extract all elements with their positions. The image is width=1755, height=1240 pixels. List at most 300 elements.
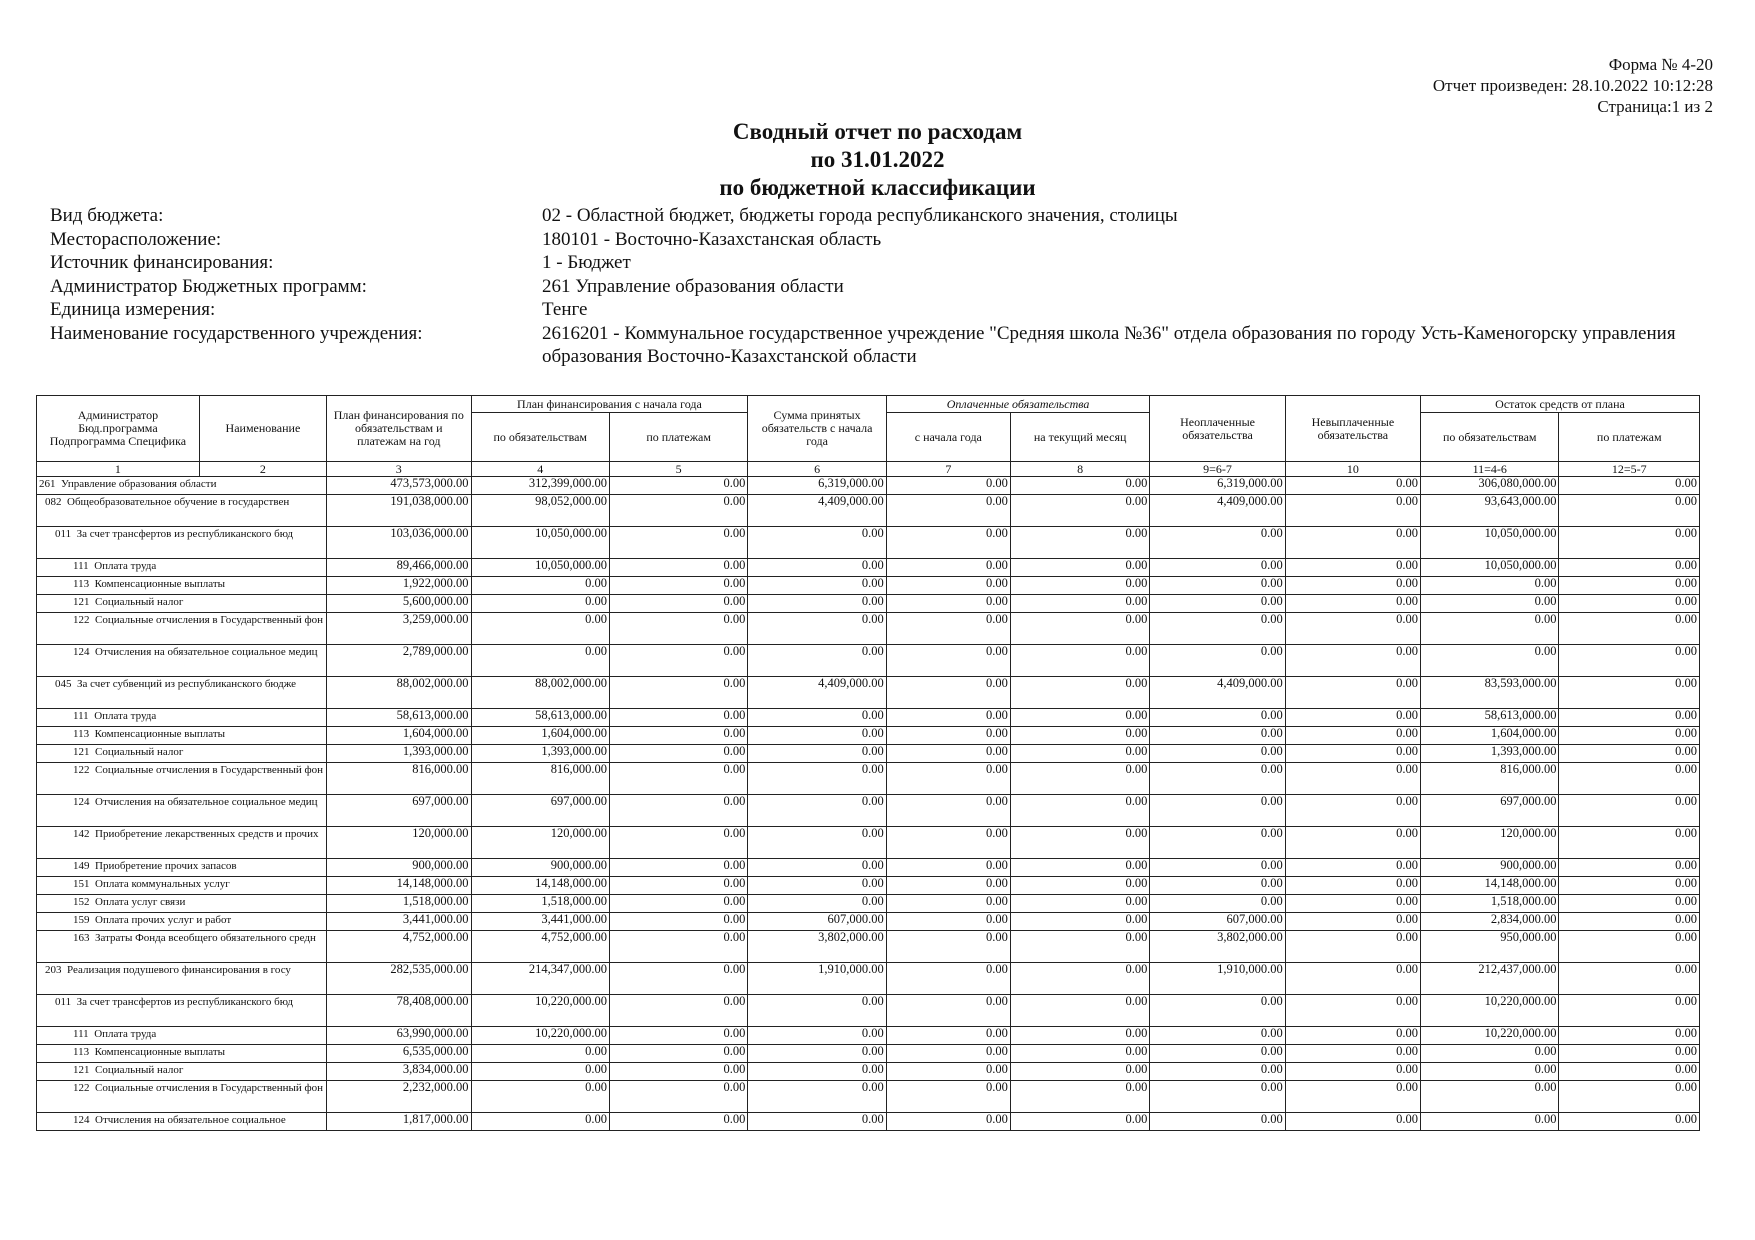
value-cell: 1,922,000.00 bbox=[327, 577, 472, 595]
expense-table bbox=[36, 395, 1700, 1131]
value-cell: 212,437,000.00 bbox=[1421, 963, 1559, 995]
info-label: Месторасположение: bbox=[50, 228, 222, 250]
table-row bbox=[37, 645, 1700, 677]
report-title bbox=[0, 118, 1755, 202]
value-cell: 0.00 bbox=[1010, 1081, 1149, 1113]
value-cell: 0.00 bbox=[609, 727, 747, 745]
value-cell: 120,000.00 bbox=[1421, 827, 1559, 859]
info-row bbox=[50, 251, 1692, 275]
value-cell: 1,604,000.00 bbox=[327, 727, 472, 745]
value-cell: 0.00 bbox=[609, 613, 747, 645]
row-name-cell bbox=[37, 913, 327, 931]
info-value: 180101 - Восточно-Казахстанская область bbox=[542, 228, 882, 250]
value-cell: 0.00 bbox=[1421, 1045, 1559, 1063]
value-cell: 0.00 bbox=[1559, 1113, 1700, 1131]
value-cell: 0.00 bbox=[748, 745, 886, 763]
value-cell: 900,000.00 bbox=[327, 859, 472, 877]
value-cell: 58,613,000.00 bbox=[327, 709, 472, 727]
info-label: Администратор Бюджетных программ: bbox=[50, 275, 367, 297]
value-cell: 0.00 bbox=[1285, 795, 1420, 827]
value-cell: 0.00 bbox=[886, 559, 1010, 577]
value-cell: 0.00 bbox=[748, 727, 886, 745]
row-name-cell bbox=[37, 595, 327, 613]
value-cell: 4,409,000.00 bbox=[748, 677, 886, 709]
value-cell: 83,593,000.00 bbox=[1421, 677, 1559, 709]
value-cell: 0.00 bbox=[748, 709, 886, 727]
row-code: 082 bbox=[45, 496, 62, 508]
row-name: Приобретение лекарственных средств и прочих bbox=[95, 828, 319, 840]
value-cell: 0.00 bbox=[1150, 1045, 1285, 1063]
row-name-cell bbox=[37, 559, 327, 577]
row-name-cell bbox=[37, 1081, 327, 1113]
value-cell: 0.00 bbox=[1559, 1027, 1700, 1045]
value-cell: 0.00 bbox=[1150, 727, 1285, 745]
value-cell: 312,399,000.00 bbox=[471, 477, 609, 495]
value-cell: 0.00 bbox=[748, 1081, 886, 1113]
col-number: 3 bbox=[327, 462, 472, 477]
table-row bbox=[37, 913, 1700, 931]
value-cell: 0.00 bbox=[748, 995, 886, 1027]
row-name: За счет трансфертов из республиканского бюд bbox=[76, 996, 293, 1008]
value-cell: 0.00 bbox=[1421, 645, 1559, 677]
row-code: 203 bbox=[45, 964, 62, 976]
value-cell: 10,220,000.00 bbox=[471, 995, 609, 1027]
title-line-2: по 31.01.2022 bbox=[810, 147, 945, 172]
row-code: 121 bbox=[73, 746, 90, 758]
row-name: Оплата труда bbox=[94, 710, 157, 722]
value-cell: 10,050,000.00 bbox=[1421, 559, 1559, 577]
row-name: Социальные отчисления в Государственный фон bbox=[95, 764, 324, 776]
value-cell: 0.00 bbox=[609, 595, 747, 613]
value-cell: 0.00 bbox=[1559, 877, 1700, 895]
row-code: 113 bbox=[73, 578, 90, 590]
value-cell: 0.00 bbox=[748, 527, 886, 559]
value-cell: 0.00 bbox=[1285, 1081, 1420, 1113]
value-cell: 0.00 bbox=[609, 859, 747, 877]
value-cell: 1,910,000.00 bbox=[1150, 963, 1285, 995]
row-code: 163 bbox=[73, 932, 90, 944]
table-row bbox=[37, 577, 1700, 595]
value-cell: 10,050,000.00 bbox=[471, 559, 609, 577]
info-row bbox=[50, 298, 1692, 322]
value-cell: 0.00 bbox=[1559, 795, 1700, 827]
row-name-cell bbox=[37, 763, 327, 795]
value-cell: 0.00 bbox=[609, 745, 747, 763]
value-cell: 0.00 bbox=[1150, 1063, 1285, 1081]
value-cell: 3,802,000.00 bbox=[748, 931, 886, 963]
title-line-1: Сводный отчет по расходам bbox=[732, 119, 1023, 144]
value-cell: 0.00 bbox=[1559, 963, 1700, 995]
value-cell: 0.00 bbox=[1010, 645, 1149, 677]
row-code: 111 bbox=[73, 560, 89, 572]
value-cell: 0.00 bbox=[609, 677, 747, 709]
value-cell: 1,393,000.00 bbox=[471, 745, 609, 763]
table-row bbox=[37, 877, 1700, 895]
value-cell: 0.00 bbox=[748, 645, 886, 677]
value-cell: 0.00 bbox=[1559, 495, 1700, 527]
row-name: Компенсационные выплаты bbox=[94, 728, 226, 740]
value-cell: 0.00 bbox=[1150, 859, 1285, 877]
value-cell: 0.00 bbox=[748, 577, 886, 595]
row-name-cell bbox=[37, 477, 327, 495]
row-code: 111 bbox=[73, 1028, 89, 1040]
value-cell: 0.00 bbox=[1285, 595, 1420, 613]
row-code: 159 bbox=[73, 914, 90, 926]
value-cell: 0.00 bbox=[886, 1045, 1010, 1063]
value-cell: 0.00 bbox=[471, 645, 609, 677]
value-cell: 10,050,000.00 bbox=[1421, 527, 1559, 559]
value-cell: 88,002,000.00 bbox=[327, 677, 472, 709]
header-admin: Администратор Бюд.программа Подпрограмма Специфика bbox=[37, 396, 200, 462]
value-cell: 0.00 bbox=[1010, 795, 1149, 827]
row-code: 122 bbox=[73, 1082, 90, 1094]
value-cell: 3,259,000.00 bbox=[327, 613, 472, 645]
header-by-payments: по платежам bbox=[609, 413, 747, 462]
header-by-obligations: по обязательствам bbox=[471, 413, 609, 462]
value-cell: 0.00 bbox=[609, 931, 747, 963]
row-name-cell bbox=[37, 727, 327, 745]
value-cell: 0.00 bbox=[748, 795, 886, 827]
table-row bbox=[37, 709, 1700, 727]
row-code: 122 bbox=[73, 614, 90, 626]
info-value: 1 - Бюджет bbox=[542, 252, 631, 273]
row-code: 124 bbox=[73, 796, 90, 808]
row-code: 011 bbox=[55, 528, 72, 540]
value-cell: 0.00 bbox=[609, 763, 747, 795]
value-cell: 607,000.00 bbox=[748, 913, 886, 931]
value-cell: 697,000.00 bbox=[1421, 795, 1559, 827]
value-cell: 0.00 bbox=[886, 795, 1010, 827]
value-cell: 816,000.00 bbox=[1421, 763, 1559, 795]
value-cell: 0.00 bbox=[886, 709, 1010, 727]
value-cell: 0.00 bbox=[748, 559, 886, 577]
value-cell: 0.00 bbox=[1010, 913, 1149, 931]
info-label: Единица измерения: bbox=[50, 299, 216, 320]
value-cell: 0.00 bbox=[886, 963, 1010, 995]
table-row bbox=[37, 495, 1700, 527]
row-name-cell bbox=[37, 745, 327, 763]
table-header bbox=[37, 396, 1700, 477]
value-cell: 0.00 bbox=[1285, 1113, 1420, 1131]
value-cell: 10,220,000.00 bbox=[1421, 1027, 1559, 1045]
produced-timestamp: Отчет произведен: 28.10.2022 10:12:28 bbox=[1432, 76, 1713, 95]
value-cell: 6,535,000.00 bbox=[327, 1045, 472, 1063]
value-cell: 10,220,000.00 bbox=[1421, 995, 1559, 1027]
header-remain-pay: по платежам bbox=[1559, 413, 1700, 462]
value-cell: 0.00 bbox=[748, 859, 886, 877]
row-name-cell bbox=[37, 495, 327, 527]
value-cell: 0.00 bbox=[1285, 559, 1420, 577]
value-cell: 2,834,000.00 bbox=[1421, 913, 1559, 931]
value-cell: 10,050,000.00 bbox=[471, 527, 609, 559]
value-cell: 0.00 bbox=[886, 745, 1010, 763]
value-cell: 0.00 bbox=[886, 877, 1010, 895]
value-cell: 0.00 bbox=[1150, 995, 1285, 1027]
table-body bbox=[37, 477, 1700, 1131]
value-cell: 120,000.00 bbox=[327, 827, 472, 859]
info-label: Наименование государственного учреждения: bbox=[50, 322, 423, 344]
row-name-cell bbox=[37, 963, 327, 995]
value-cell: 0.00 bbox=[1010, 577, 1149, 595]
value-cell: 816,000.00 bbox=[327, 763, 472, 795]
value-cell: 0.00 bbox=[1421, 1081, 1559, 1113]
col-number: 5 bbox=[609, 462, 747, 477]
table-row bbox=[37, 995, 1700, 1027]
value-cell: 78,408,000.00 bbox=[327, 995, 472, 1027]
value-cell: 900,000.00 bbox=[1421, 859, 1559, 877]
row-name-cell bbox=[37, 527, 327, 559]
value-cell: 0.00 bbox=[1559, 1081, 1700, 1113]
row-name: За счет субвенций из республиканского бюдже bbox=[77, 678, 297, 690]
row-code: 045 bbox=[55, 678, 72, 690]
value-cell: 0.00 bbox=[1559, 645, 1700, 677]
row-code: 121 bbox=[73, 1064, 90, 1076]
header-remain-obl: по обязательствам bbox=[1421, 413, 1559, 462]
value-cell: 4,752,000.00 bbox=[471, 931, 609, 963]
table-row bbox=[37, 595, 1700, 613]
row-code: 124 bbox=[73, 1114, 90, 1126]
row-name-cell bbox=[37, 1063, 327, 1081]
header-name: Наименование bbox=[199, 396, 326, 462]
value-cell: 0.00 bbox=[1285, 859, 1420, 877]
value-cell: 0.00 bbox=[886, 595, 1010, 613]
value-cell: 0.00 bbox=[1010, 877, 1149, 895]
row-code: 122 bbox=[73, 764, 90, 776]
value-cell: 1,910,000.00 bbox=[748, 963, 886, 995]
value-cell: 0.00 bbox=[886, 913, 1010, 931]
value-cell: 0.00 bbox=[1285, 477, 1420, 495]
value-cell: 0.00 bbox=[1285, 931, 1420, 963]
value-cell: 0.00 bbox=[748, 595, 886, 613]
table-row bbox=[37, 677, 1700, 709]
value-cell: 697,000.00 bbox=[471, 795, 609, 827]
table-row bbox=[37, 613, 1700, 645]
row-code: 124 bbox=[73, 646, 90, 658]
value-cell: 1,518,000.00 bbox=[1421, 895, 1559, 913]
value-cell: 0.00 bbox=[1010, 745, 1149, 763]
value-cell: 0.00 bbox=[1285, 745, 1420, 763]
row-name: Социальный налог bbox=[95, 596, 184, 608]
row-name-cell bbox=[37, 827, 327, 859]
value-cell: 0.00 bbox=[1285, 727, 1420, 745]
value-cell: 88,002,000.00 bbox=[471, 677, 609, 709]
col-number: 12=5-7 bbox=[1559, 462, 1700, 477]
value-cell: 0.00 bbox=[1559, 727, 1700, 745]
value-cell: 0.00 bbox=[886, 995, 1010, 1027]
value-cell: 0.00 bbox=[1421, 577, 1559, 595]
value-cell: 0.00 bbox=[1010, 709, 1149, 727]
row-code: 111 bbox=[73, 710, 89, 722]
value-cell: 0.00 bbox=[1285, 877, 1420, 895]
value-cell: 58,613,000.00 bbox=[471, 709, 609, 727]
header-plan-fin-group: План финансирования с начала года bbox=[471, 396, 748, 413]
value-cell: 0.00 bbox=[1559, 1045, 1700, 1063]
value-cell: 0.00 bbox=[609, 495, 747, 527]
header-current-month: на текущий месяц bbox=[1010, 413, 1149, 462]
value-cell: 0.00 bbox=[471, 595, 609, 613]
value-cell: 1,393,000.00 bbox=[1421, 745, 1559, 763]
row-code: 121 bbox=[73, 596, 90, 608]
page-counter: Страница:1 из 2 bbox=[1597, 97, 1713, 116]
value-cell: 0.00 bbox=[1010, 477, 1149, 495]
info-row bbox=[50, 322, 1692, 369]
row-name: Оплата услуг связи bbox=[95, 896, 186, 908]
value-cell: 0.00 bbox=[609, 795, 747, 827]
value-cell: 0.00 bbox=[1559, 677, 1700, 709]
col-number: 10 bbox=[1285, 462, 1420, 477]
row-name-cell bbox=[37, 877, 327, 895]
value-cell: 0.00 bbox=[1285, 613, 1420, 645]
table-row bbox=[37, 727, 1700, 745]
value-cell: 0.00 bbox=[1010, 559, 1149, 577]
value-cell: 0.00 bbox=[1559, 913, 1700, 931]
value-cell: 0.00 bbox=[748, 895, 886, 913]
value-cell: 0.00 bbox=[609, 963, 747, 995]
value-cell: 3,441,000.00 bbox=[327, 913, 472, 931]
value-cell: 0.00 bbox=[609, 709, 747, 727]
row-code: 151 bbox=[73, 878, 90, 890]
value-cell: 0.00 bbox=[1285, 895, 1420, 913]
value-cell: 2,232,000.00 bbox=[327, 1081, 472, 1113]
value-cell: 0.00 bbox=[1421, 613, 1559, 645]
value-cell: 0.00 bbox=[1010, 1113, 1149, 1131]
table-row bbox=[37, 795, 1700, 827]
value-cell: 0.00 bbox=[1285, 963, 1420, 995]
table-row bbox=[37, 827, 1700, 859]
value-cell: 0.00 bbox=[748, 1113, 886, 1131]
value-cell: 1,518,000.00 bbox=[471, 895, 609, 913]
value-cell: 0.00 bbox=[609, 1063, 747, 1081]
title-line-3: по бюджетной классификации bbox=[719, 175, 1036, 200]
value-cell: 0.00 bbox=[1559, 859, 1700, 877]
value-cell: 0.00 bbox=[609, 995, 747, 1027]
value-cell: 0.00 bbox=[1010, 727, 1149, 745]
column-number-row bbox=[37, 462, 1700, 477]
value-cell: 0.00 bbox=[1421, 1113, 1559, 1131]
row-name: Приобретение прочих запасов bbox=[95, 860, 237, 872]
value-cell: 0.00 bbox=[1150, 645, 1285, 677]
value-cell: 900,000.00 bbox=[471, 859, 609, 877]
value-cell: 0.00 bbox=[1285, 995, 1420, 1027]
row-name: Реализация подушевого финансирования в госу bbox=[67, 964, 291, 976]
row-name: Оплата коммунальных услуг bbox=[95, 878, 230, 890]
value-cell: 0.00 bbox=[748, 613, 886, 645]
row-name-cell bbox=[37, 677, 327, 709]
row-name: Социальные отчисления в Государственный фон bbox=[95, 614, 324, 626]
value-cell: 63,990,000.00 bbox=[327, 1027, 472, 1045]
value-cell: 0.00 bbox=[609, 645, 747, 677]
value-cell: 0.00 bbox=[1150, 827, 1285, 859]
table-row bbox=[37, 1113, 1700, 1131]
info-value: Тенге bbox=[542, 299, 588, 320]
value-cell: 93,643,000.00 bbox=[1421, 495, 1559, 527]
value-cell: 0.00 bbox=[1559, 559, 1700, 577]
value-cell: 0.00 bbox=[1559, 477, 1700, 495]
value-cell: 1,393,000.00 bbox=[327, 745, 472, 763]
value-cell: 0.00 bbox=[609, 913, 747, 931]
value-cell: 89,466,000.00 bbox=[327, 559, 472, 577]
value-cell: 1,518,000.00 bbox=[327, 895, 472, 913]
value-cell: 0.00 bbox=[1150, 595, 1285, 613]
value-cell: 0.00 bbox=[1150, 1113, 1285, 1131]
table-row bbox=[37, 763, 1700, 795]
value-cell: 0.00 bbox=[1150, 559, 1285, 577]
value-cell: 0.00 bbox=[1285, 827, 1420, 859]
value-cell: 282,535,000.00 bbox=[327, 963, 472, 995]
value-cell: 0.00 bbox=[1421, 595, 1559, 613]
row-name-cell bbox=[37, 577, 327, 595]
value-cell: 1,604,000.00 bbox=[471, 727, 609, 745]
value-cell: 0.00 bbox=[886, 727, 1010, 745]
value-cell: 0.00 bbox=[1559, 995, 1700, 1027]
value-cell: 0.00 bbox=[609, 1081, 747, 1113]
row-name: Компенсационные выплаты bbox=[94, 1046, 226, 1058]
table-row bbox=[37, 745, 1700, 763]
header-paid-group: Оплаченные обязательства bbox=[886, 396, 1150, 413]
col-number: 7 bbox=[886, 462, 1010, 477]
col-number: 8 bbox=[1010, 462, 1149, 477]
info-label: Вид бюджета: bbox=[50, 205, 164, 226]
table-row bbox=[37, 859, 1700, 877]
table-row bbox=[37, 1081, 1700, 1113]
value-cell: 0.00 bbox=[1559, 745, 1700, 763]
value-cell: 58,613,000.00 bbox=[1421, 709, 1559, 727]
col-number: 1 bbox=[37, 462, 200, 477]
value-cell: 120,000.00 bbox=[471, 827, 609, 859]
value-cell: 0.00 bbox=[886, 577, 1010, 595]
value-cell: 0.00 bbox=[1150, 1027, 1285, 1045]
value-cell: 0.00 bbox=[886, 477, 1010, 495]
value-cell: 0.00 bbox=[1559, 577, 1700, 595]
row-name: Затраты Фонда всеобщего обязательного средн bbox=[95, 932, 316, 944]
row-name: Отчисления на обязательное социальное медиц bbox=[95, 646, 318, 658]
value-cell: 10,220,000.00 bbox=[471, 1027, 609, 1045]
value-cell: 5,600,000.00 bbox=[327, 595, 472, 613]
value-cell: 0.00 bbox=[1559, 1063, 1700, 1081]
value-cell: 0.00 bbox=[886, 1081, 1010, 1113]
header-from-year-start: с начала года bbox=[886, 413, 1010, 462]
value-cell: 1,817,000.00 bbox=[327, 1113, 472, 1131]
value-cell: 0.00 bbox=[609, 1113, 747, 1131]
value-cell: 0.00 bbox=[1285, 1027, 1420, 1045]
value-cell: 0.00 bbox=[1285, 1045, 1420, 1063]
value-cell: 0.00 bbox=[471, 1113, 609, 1131]
value-cell: 0.00 bbox=[886, 527, 1010, 559]
value-cell: 0.00 bbox=[1285, 577, 1420, 595]
info-row bbox=[50, 275, 1692, 299]
value-cell: 3,802,000.00 bbox=[1150, 931, 1285, 963]
row-name-cell bbox=[37, 859, 327, 877]
header-remain-group: Остаток средств от плана bbox=[1421, 396, 1700, 413]
report-info bbox=[50, 204, 1692, 369]
value-cell: 0.00 bbox=[1010, 1063, 1149, 1081]
value-cell: 0.00 bbox=[1559, 763, 1700, 795]
value-cell: 0.00 bbox=[1010, 677, 1149, 709]
table-row bbox=[37, 559, 1700, 577]
value-cell: 1,604,000.00 bbox=[1421, 727, 1559, 745]
value-cell: 0.00 bbox=[886, 1113, 1010, 1131]
value-cell: 0.00 bbox=[1010, 527, 1149, 559]
row-code: 261 bbox=[39, 478, 56, 490]
value-cell: 0.00 bbox=[886, 859, 1010, 877]
value-cell: 0.00 bbox=[471, 1063, 609, 1081]
value-cell: 0.00 bbox=[609, 477, 747, 495]
value-cell: 98,052,000.00 bbox=[471, 495, 609, 527]
value-cell: 0.00 bbox=[886, 827, 1010, 859]
value-cell: 0.00 bbox=[471, 1081, 609, 1113]
row-code: 152 bbox=[73, 896, 90, 908]
value-cell: 0.00 bbox=[886, 645, 1010, 677]
